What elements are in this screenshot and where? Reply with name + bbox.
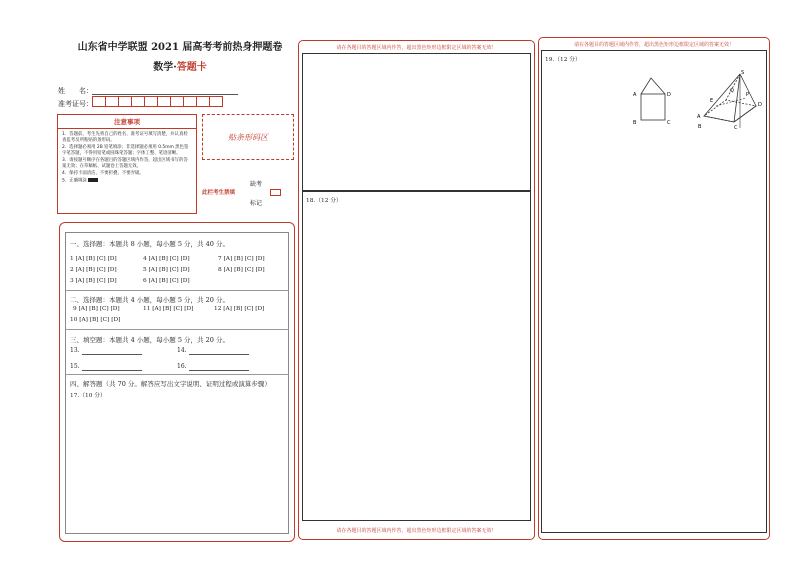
figure-2-label-b: B [698, 124, 702, 130]
choice-row[interactable]: 10 [A] [B] [C] [D] [70, 317, 121, 323]
notes-item: 4．保持卡面清洁，不要折叠、不要弄破。 [62, 171, 144, 176]
blank-label: 16. [177, 363, 187, 370]
absent-mark-area [202, 176, 294, 210]
exam-id-cell[interactable] [131, 96, 145, 107]
exam-id-cell[interactable] [144, 96, 158, 107]
choice-row[interactable]: 6 [A] [B] [C] [D] [143, 278, 190, 284]
name-label: 姓 名： [58, 87, 93, 95]
question-17-label: 17.（10 分） [70, 393, 106, 399]
answer-card-label: 答题卡 [176, 62, 207, 73]
exam-id-label: 准考证号： [58, 100, 93, 108]
choice-row[interactable]: 8 [A] [B] [C] [D] [218, 267, 265, 273]
blank-field[interactable] [82, 362, 142, 371]
exam-id-cell[interactable] [209, 96, 223, 107]
figure-1-label-a: A [633, 92, 637, 98]
figure-2-label-e: E [710, 98, 714, 104]
choice-row[interactable]: 12 [A] [B] [C] [D] [214, 306, 265, 312]
choice-row[interactable]: 3 [A] [B] [C] [D] [70, 278, 117, 284]
section-4-heading: 四、解答题（共 70 分。解答应写出文字说明、证明过程或演算步骤） [70, 380, 271, 388]
choice-row[interactable]: 7 [A] [B] [C] [D] [218, 256, 265, 262]
choice-row[interactable]: 2 [A] [B] [C] [D] [70, 267, 117, 273]
section-divider [65, 290, 289, 291]
column-2-warning-bottom: 请在各题目的答题区域内作答，超出黑色矩形边框限定区域的答案无效！ [336, 528, 497, 534]
blank-label: 14. [177, 347, 187, 354]
blank-field[interactable] [189, 346, 249, 355]
notes-item: 2．选择题必须用 2B 铅笔填涂；非选择题必须用 0.5mm 黑色签字笔答题，不得用铅笔或圆珠笔答题；字体工整、笔迹清晰。 [62, 145, 189, 156]
choice-row[interactable]: 11 [A] [B] [C] [D] [143, 306, 194, 312]
barcode-area: 贴条形码区 [202, 114, 294, 160]
figure-pentagon [626, 72, 676, 128]
exam-id-cell[interactable] [105, 96, 119, 107]
absent-mark-bottom: 标记 [250, 200, 263, 207]
card-subtitle: 数学·答题卡 [153, 62, 207, 73]
choice-row[interactable]: 9 [A] [B] [C] [D] [73, 306, 120, 312]
figure-2-label-a: A [697, 114, 701, 120]
exam-id-cell[interactable] [118, 96, 132, 107]
absent-mark-box[interactable] [270, 189, 281, 196]
absent-mark-top: 缺考 [250, 181, 263, 188]
subject-label: 数学 [153, 62, 174, 73]
exam-id-cell[interactable] [170, 96, 184, 107]
notes-item: 1．答题前，考生先将自己的姓名、准考证号填写清楚，并认真检查监考员所粘贴的条形码。 [62, 132, 188, 143]
column-2-warning-top: 请在各题目的答题区域内作答，超出黑色矩形边框限定区域的答案无效！ [336, 45, 497, 51]
figure-2-label-d: D [758, 102, 762, 108]
figure-2-label-s: S [741, 70, 745, 76]
question-19-label: 19.（12 分） [545, 57, 581, 63]
exam-id-cell[interactable] [92, 96, 106, 107]
section-1-heading: 一、选择题：本题共 8 小题，每小题 5 分，共 40 分。 [70, 240, 229, 248]
blank-label: 13. [70, 347, 80, 354]
notes-title: 注意事项 [58, 115, 196, 129]
name-field[interactable] [92, 86, 238, 95]
absent-warning: 此栏考生禁填 [202, 190, 236, 196]
figure-pyramid [696, 68, 766, 130]
figure-2-label-q: Q [730, 88, 734, 94]
figure-2-label-p: P [746, 92, 750, 98]
exam-id-cell[interactable] [183, 96, 197, 107]
figure-1-label-b: B [633, 120, 637, 126]
exam-id-cell[interactable] [196, 96, 210, 107]
answer-area-18[interactable] [302, 191, 531, 521]
answer-area-blank[interactable] [302, 53, 531, 191]
notes-box [57, 114, 197, 214]
section-divider [65, 374, 289, 375]
blank-label: 15. [70, 363, 80, 370]
choice-row[interactable]: 5 [A] [B] [C] [D] [143, 267, 190, 273]
column-3-warning-top: 请在各题目的答题区域内作答，超出黑色矩形边框限定区域的答案无效！ [573, 42, 734, 48]
blank-field[interactable] [189, 362, 249, 371]
section-2-heading: 二、选择题：本题共 4 小题，每小题 5 分，共 20 分。 [70, 296, 229, 304]
exam-id-cell[interactable] [157, 96, 171, 107]
figure-1-label-c: C [667, 120, 671, 126]
card-title: 山东省中学联盟 2021 届高考考前热身押题卷 [77, 42, 283, 53]
blank-field[interactable] [82, 346, 142, 355]
exam-id-boxes[interactable] [92, 96, 222, 107]
notes-item: 3．请按题号顺序在各题目的答题区域内作答，超出区域书写的答案无效；在草稿纸、试题卷上答题无效。 [62, 158, 188, 169]
section-3-heading: 三、填空题：本题共 4 小题，每小题 5 分，共 20 分。 [70, 336, 229, 344]
question-18-label: 18.（12 分） [306, 198, 342, 204]
fill-sample-mark [88, 178, 98, 182]
figure-1-label-d: D [667, 92, 671, 98]
notes-item: 5．正确填涂 [62, 178, 192, 185]
choice-row[interactable]: 4 [A] [B] [C] [D] [143, 256, 190, 262]
section-divider [65, 329, 289, 330]
figure-2-label-c: C [734, 125, 738, 130]
choice-row[interactable]: 1 [A] [B] [C] [D] [70, 256, 117, 262]
